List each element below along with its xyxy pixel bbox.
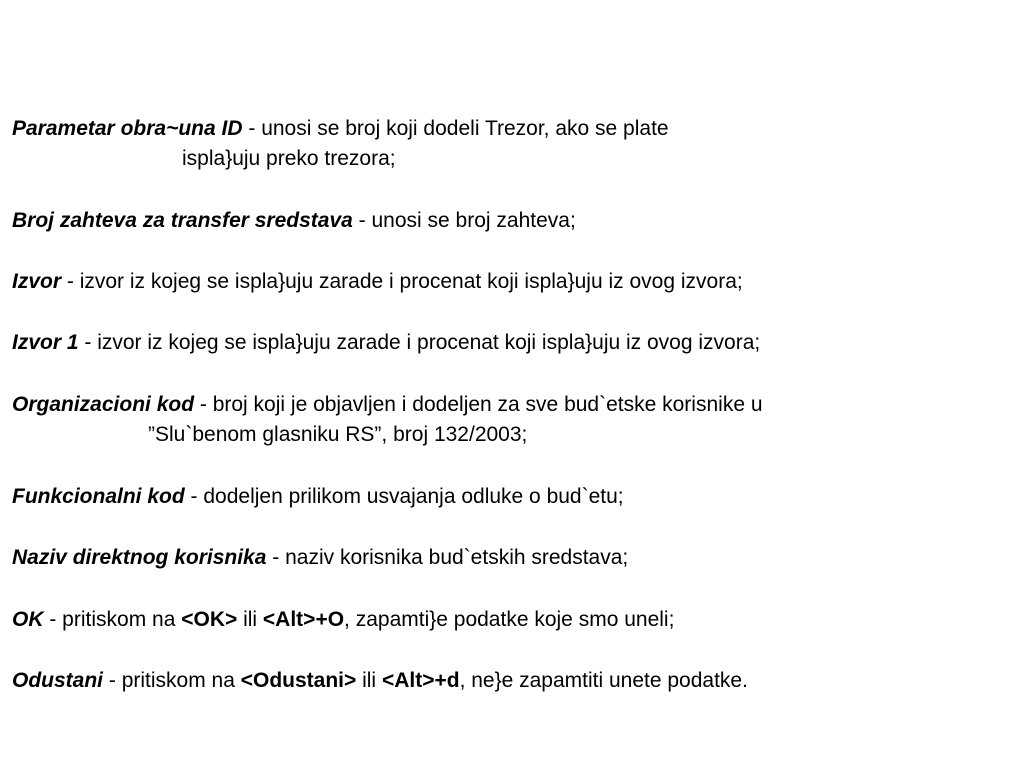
entry-term: Organizacioni kod: [12, 393, 195, 416]
entry-term: Naziv direktnog korisnika: [12, 546, 267, 569]
entry-izvor-1: [12, 328, 1012, 358]
entry-funkcionalni-kod: [12, 482, 1012, 512]
entry-ok: [12, 605, 1012, 635]
entry-term: Odustani: [12, 669, 104, 692]
entry-parametar-obracuna-id: [12, 114, 1012, 174]
entry-term: Broj zahteva za transfer sredstava: [12, 209, 353, 232]
entry-text-pre: pritiskom na: [62, 608, 182, 631]
entry-naziv-direktnog-korisnika: [12, 543, 1012, 573]
entry-text: izvor iz kojeg se ispla}uju zarade i procenat koji ispla}uju iz ovog izvora;: [97, 331, 761, 354]
entry-text-mid: ili: [237, 608, 263, 631]
entry-separator: -: [352, 209, 372, 232]
entry-odustani: [12, 666, 1012, 696]
entry-separator: -: [242, 117, 262, 140]
entry-izvor: [12, 267, 1012, 297]
entry-text-post: , zapamti}e podatke koje smo uneli;: [344, 608, 675, 631]
entry-text-mid: ili: [356, 669, 382, 692]
entry-text: dodeljen prilikom usvajanja odluke o bud`etu;: [203, 485, 624, 508]
entry-text-pre: pritiskom na: [121, 669, 241, 692]
entry-term: Funkcionalni kod: [12, 485, 185, 508]
ok-key-label: <OK>: [181, 608, 238, 631]
entry-text: unosi se broj koji dodeli Trezor, ako se plate: [261, 117, 669, 140]
entry-text: broj koji je objavljen i dodeljen za sve bud`etske korisnike u: [212, 393, 763, 416]
entry-text-continuation: ”Slu`benom glasniku RS”, broj 132/2003;: [148, 423, 528, 446]
entry-separator: -: [194, 393, 213, 416]
alt-o-shortcut-label: <Alt>+O: [262, 608, 345, 631]
entry-text: izvor iz kojeg se ispla}uju zarade i procenat koji ispla}uju iz ovog izvora;: [79, 270, 743, 293]
entry-term: Parametar obra~una ID: [12, 117, 243, 140]
entry-separator: -: [61, 270, 80, 293]
odustani-key-label: <Odustani>: [240, 669, 357, 692]
entry-term: OK: [12, 608, 44, 631]
entry-separator: -: [103, 669, 122, 692]
entry-text-continuation: ispla}uju preko trezora;: [182, 147, 396, 170]
entry-separator: -: [43, 608, 63, 631]
entry-broj-zahteva: [12, 206, 1012, 236]
alt-d-shortcut-label: <Alt>+d: [381, 669, 460, 692]
entry-separator: -: [78, 331, 98, 354]
entry-organizacioni-kod: [12, 390, 1012, 450]
entry-term: Izvor: [12, 270, 62, 293]
entry-text: naziv korisnika bud`etskih sredstava;: [285, 546, 629, 569]
entry-text: unosi se broj zahteva;: [371, 209, 576, 232]
entry-text-post: , ne}e zapamtiti unete podatke.: [459, 669, 748, 692]
entry-separator: -: [184, 485, 204, 508]
entry-separator: -: [266, 546, 286, 569]
entry-term: Izvor 1: [12, 331, 79, 354]
